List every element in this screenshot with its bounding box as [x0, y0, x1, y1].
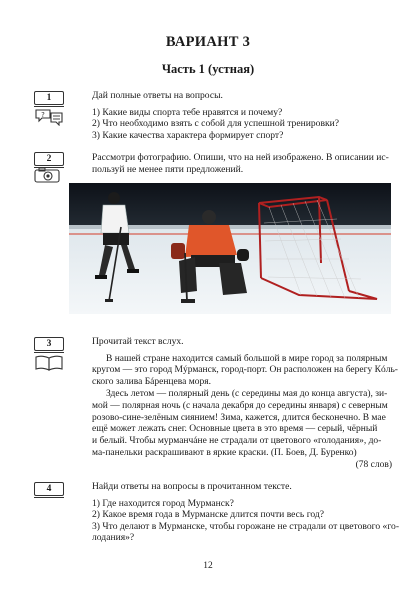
question-item: 3) Какие качества характера формирует спорт? — [92, 129, 284, 141]
question-item: 1) Какие виды спорта тебе нравятся и почему? — [92, 106, 283, 118]
passage-line: В нашей стране находится самый большой в мире город за полярным — [106, 353, 388, 364]
passage-line: ского залива Бáренцева моря. — [92, 377, 211, 388]
task-1-text — [92, 90, 392, 141]
passage-line: кругом — это город Мýрманск, город-порт. Он расположен на берегу Кóль- — [92, 365, 398, 376]
task-2-intro-line: пользуй не менее пяти предложений. — [92, 163, 244, 175]
task-3-intro: Прочитай текст вслух. — [92, 336, 184, 347]
task-4-text — [92, 481, 400, 544]
task-number-3: 3 — [34, 337, 64, 351]
word-count: (78 слов) — [355, 459, 392, 470]
reading-passage — [92, 353, 398, 472]
camera-icon — [34, 167, 60, 183]
task-4-intro: Найди ответы на вопросы в прочитанном тексте. — [92, 481, 292, 492]
passage-line: мой — полярная ночь (с начала декабря до середины января) с северным — [92, 400, 388, 411]
task-1-intro: Дай полные ответы на вопросы. — [92, 90, 223, 101]
passage-line: ещё может лежать снег. Основные цвета в это время — серый, чёрный — [92, 424, 378, 435]
svg-text:?: ? — [41, 111, 45, 119]
task-2-intro-line: Рассмотри фотографию. Опиши, что на ней изображено. В описании ис- — [92, 152, 389, 163]
task-number-2: 2 — [34, 152, 64, 166]
page-number: 12 — [203, 561, 213, 571]
speech-bubble-question-icon — [34, 108, 64, 126]
part-heading: Часть 1 (устная) — [161, 62, 255, 76]
question-item: 2) Какое время года в Мурманске длится почти весь год? — [92, 509, 325, 521]
passage-line: Здесь летом — полярный день (с середины мая до конца августа), зи- — [106, 388, 388, 399]
task-3-text — [92, 336, 398, 472]
task-number-1: 1 — [34, 91, 64, 105]
open-book-icon — [34, 355, 64, 371]
passage-line: и белый. Чтобы мурманчáне не страдали от цветового «голодания», до- — [92, 436, 382, 447]
question-item: 1) Где находится город Мурманск? — [92, 497, 234, 509]
passage-line: розово-сине-зелёным сиянием! Зима, кажется, длится бесконечно. В мае — [92, 412, 386, 423]
task-number-4: 4 — [34, 482, 64, 496]
question-item: 3) Что делают в Мурманске, чтобы горожане не страдали от цветового «го- — [92, 520, 400, 532]
hockey-players-on-ice-photo — [69, 183, 391, 314]
page-title: ВАРИАНТ 3 — [165, 34, 251, 50]
passage-line: ма-панельки раскрашивают в яркие краски. (П. Боев, Д. Буренко) — [92, 447, 357, 458]
question-item: лодания»? — [92, 532, 135, 544]
task-2-text — [92, 152, 394, 175]
question-item: 2) Что необходимо взять с собой для успешной тренировки? — [92, 118, 340, 130]
